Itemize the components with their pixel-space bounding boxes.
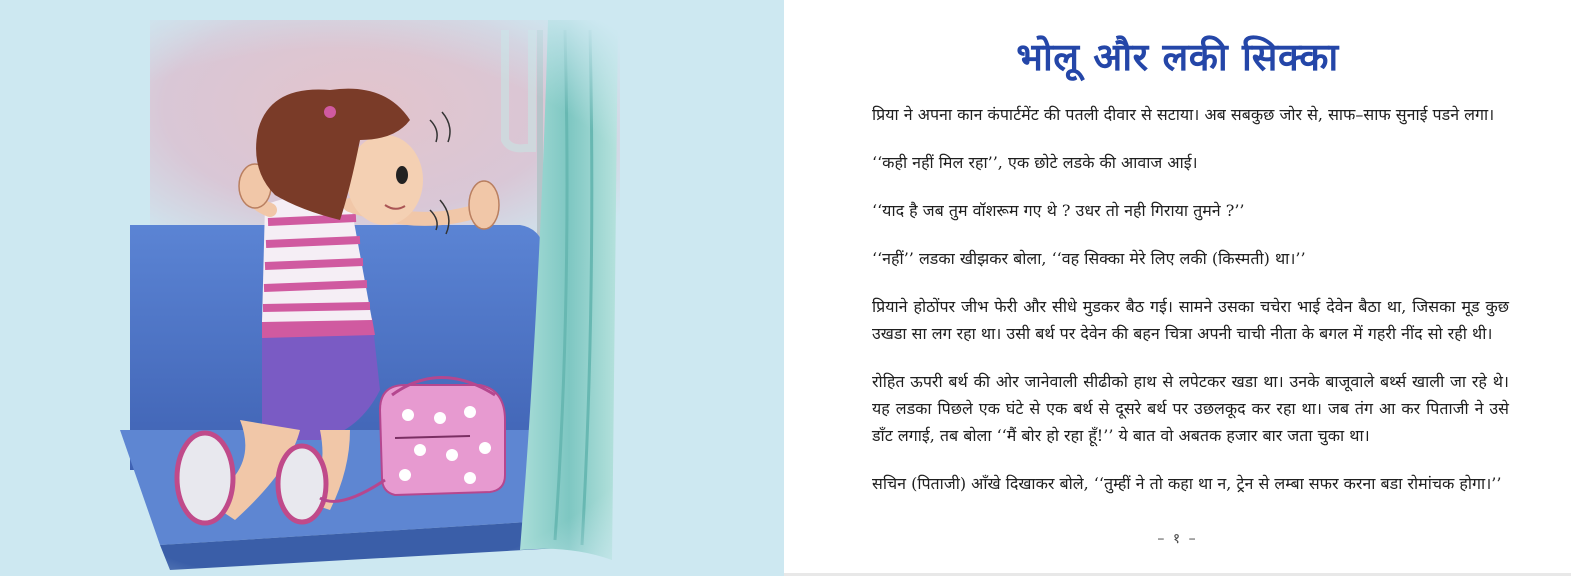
story-paragraph: ‘‘याद है जब तुम वॉशरूम गए थे ? उधर तो नही गिराया तुमने ?’’ <box>872 201 1245 220</box>
girl-on-train-illustration <box>0 0 784 576</box>
story-paragraph: सचिन (पिताजी) आँखे दिखाकर बोले, ‘‘तुम्हीं ने तो कहा था न, ट्रेन से लम्बा सफर करना बडा रोमांचक होगा।’’ <box>872 474 1502 493</box>
story-paragraph: प्रियाने होठोंपर जीभ फेरी और सीधे मुडकर बैठ गई। सामने उसका चचेरा भाई देवेन बैठा था, जिसका मूड कुछ उखडा सा लग रहा था। उसी बर्थ पर देवेन की बहन चित्रा अपनी चाची नीता के बगल में गहरी नींद सो रही थी। <box>872 297 1509 343</box>
story-paragraph: प्रिया ने अपना कान कंपार्टमेंट की पतली दीवार से सटाया। अब सबकुछ जोर से, साफ–साफ सुनाई पडने लगा। <box>872 105 1495 124</box>
story-paragraph: रोहित ऊपरी बर्थ की ओर जानेवाली सीढीको हाथ से लपेटकर खडा था। उनके बाजूवाले बर्थ्स खाली जा रहे थे। यह लडका पिछले एक घंटे से एक बर्थ से दूसरे बर्थ पर उछलकूद कर रहा था। जब तंग आ कर पिताजी ने उसे डाँट लगाई, तब बोला ‘‘मैं बोर हो रहा हूँ!’’ ये बात वो अबतक हजार बार जता चुका था। <box>872 372 1509 445</box>
text-page <box>784 0 1571 576</box>
story-paragraph: ‘‘नहीं’’ लडका खीझकर बोला, ‘‘वह सिक्का मेरे लिए लकी (किस्मती) था।’’ <box>872 249 1306 268</box>
story-body <box>872 101 1509 518</box>
illustration-panel <box>0 0 784 576</box>
story-paragraph: ‘‘कही नहीं मिल रहा’’, एक छोटे लडके की आवाज आई। <box>872 153 1198 172</box>
page-number: – १ – <box>1157 531 1198 547</box>
story-title: भोलू और लकी सिक्का <box>1016 35 1339 79</box>
